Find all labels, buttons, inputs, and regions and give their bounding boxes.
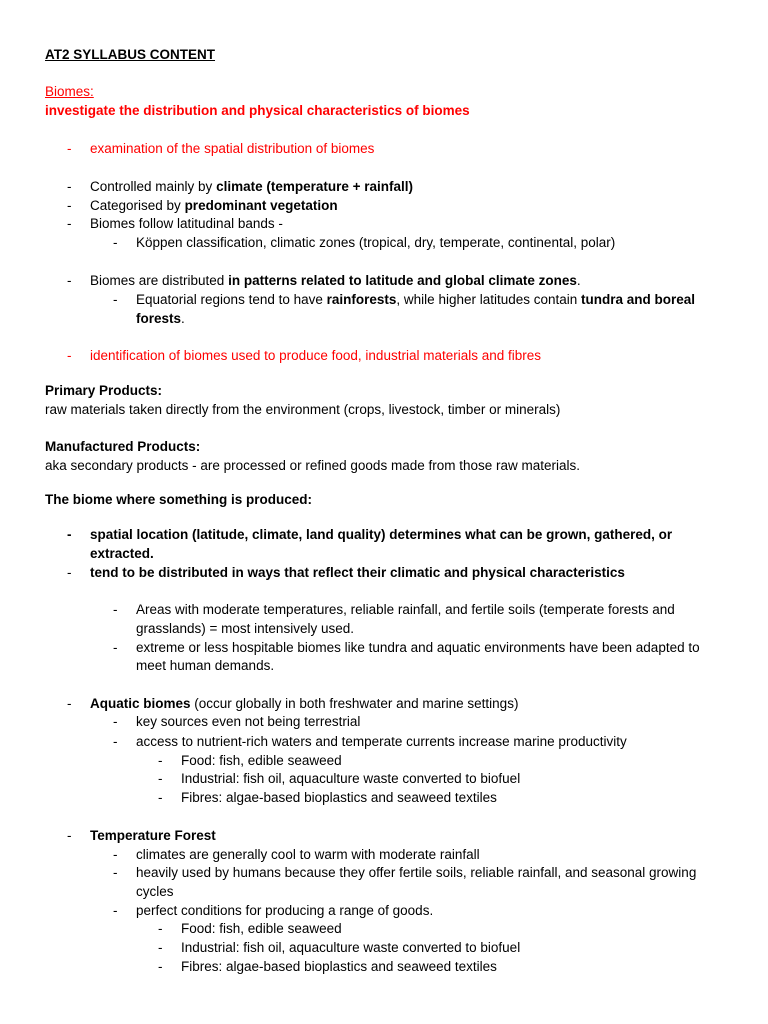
page-title: AT2 SYLLABUS CONTENT xyxy=(45,47,216,62)
bullet-dash: - xyxy=(113,602,118,617)
bullet-dash: - xyxy=(113,865,118,880)
bullet-dash: - xyxy=(158,940,163,955)
list-item-extreme-cont: meet human demands. xyxy=(136,658,275,673)
list-item-distributed-reflect: tend to be distributed in ways that reflect their climatic and physical characteristics xyxy=(90,565,625,580)
bullet-dash: - xyxy=(67,179,72,194)
list-item-latitudinal: Biomes follow latitudinal bands - xyxy=(90,216,283,231)
list-item-equatorial: Equatorial regions tend to have rainforests, while higher latitudes contain tundra and boreal xyxy=(136,292,696,307)
bullet-dash: - xyxy=(113,292,118,307)
list-item-equatorial-cont: forests. xyxy=(136,311,185,326)
bullet-dash: - xyxy=(113,640,118,655)
list-item-forest-fibres: Fibres: algae-based bioplastics and seaweed textiles xyxy=(181,959,497,974)
list-item-controlled: Controlled mainly by climate (temperature + rainfall) xyxy=(90,179,414,194)
bullet-dash: - xyxy=(158,771,163,786)
list-item-koppen: Köppen classification, climatic zones (tropical, dry, temperate, continental, polar) xyxy=(136,235,616,250)
list-item-spatial-location-cont: extracted. xyxy=(90,546,154,561)
list-item-forest-food: Food: fish, edible seaweed xyxy=(181,921,342,936)
bullet-dash: - xyxy=(158,753,163,768)
primary-products-heading: Primary Products: xyxy=(45,383,163,398)
manufactured-products-text: aka secondary products - are processed or refined goods made from those raw materials. xyxy=(45,458,581,473)
list-item-extreme: extreme or less hospitable biomes like tundra and aquatic environments have been adapted to xyxy=(136,640,700,655)
bullet-dash: - xyxy=(67,198,72,213)
list-item-aquatic-industrial: Industrial: fish oil, aquaculture waste converted to biofuel xyxy=(181,771,521,786)
biomes-heading: Biomes: xyxy=(45,84,94,99)
primary-products-text: raw materials taken directly from the environment (crops, livestock, timber or minerals) xyxy=(45,402,561,417)
list-item-moderate: Areas with moderate temperatures, reliable rainfall, and fertile soils (temperate forests and xyxy=(136,602,675,617)
bullet-dash: - xyxy=(67,348,72,363)
list-item-aquatic: Aquatic biomes (occur globally in both freshwater and marine settings) xyxy=(90,696,519,711)
list-item-aquatic-food: Food: fish, edible seaweed xyxy=(181,753,342,768)
list-item-forest-conditions: perfect conditions for producing a range of goods. xyxy=(136,903,434,918)
bullet-dash: - xyxy=(67,273,72,288)
bullet-dash: - xyxy=(113,903,118,918)
list-item-aquatic-access: access to nutrient-rich waters and temperate currents increase marine productivity xyxy=(136,734,627,749)
inquiry-point-distribution: examination of the spatial distribution of biomes xyxy=(90,141,375,156)
list-item-forest: Temperature Forest xyxy=(90,828,216,843)
bullet-dash: - xyxy=(113,847,118,862)
bullet-dash: - xyxy=(158,921,163,936)
bullet-dash: - xyxy=(113,235,118,250)
bullet-dash: - xyxy=(158,959,163,974)
bullet-dash: - xyxy=(113,714,118,729)
inquiry-point-identification: identification of biomes used to produce food, industrial materials and fibres xyxy=(90,348,542,363)
bullet-dash: - xyxy=(67,696,72,711)
list-item-forest-industrial: Industrial: fish oil, aquaculture waste converted to biofuel xyxy=(181,940,521,955)
bullet-dash: - xyxy=(158,790,163,805)
bullet-dash: - xyxy=(67,828,72,843)
biome-produced-heading: The biome where something is produced: xyxy=(45,492,313,507)
manufactured-products-heading: Manufactured Products: xyxy=(45,439,201,454)
bullet-dash: - xyxy=(67,527,72,542)
list-item-forest-climate: climates are generally cool to warm with moderate rainfall xyxy=(136,847,480,862)
list-item-spatial-location: spatial location (latitude, climate, land quality) determines what can be grown, gathered, or xyxy=(90,527,673,542)
bullet-dash: - xyxy=(67,216,72,231)
list-item-forest-used: heavily used by humans because they offer fertile soils, reliable rainfall, and seasonal growing xyxy=(136,865,697,880)
list-item-distributed: Biomes are distributed in patterns related to latitude and global climate zones. xyxy=(90,273,581,288)
list-item-moderate-cont: grasslands) = most intensively used. xyxy=(136,621,354,636)
objective-text: investigate the distribution and physical characteristics of biomes xyxy=(45,103,470,118)
list-item-categorised: Categorised by predominant vegetation xyxy=(90,198,338,213)
list-item-aquatic-sources: key sources even not being terrestrial xyxy=(136,714,361,729)
list-item-forest-used-cont: cycles xyxy=(136,884,174,899)
bullet-dash: - xyxy=(67,565,72,580)
bullet-dash: - xyxy=(113,734,118,749)
list-item-aquatic-fibres: Fibres: algae-based bioplastics and seaweed textiles xyxy=(181,790,497,805)
bullet-dash: - xyxy=(67,141,72,156)
